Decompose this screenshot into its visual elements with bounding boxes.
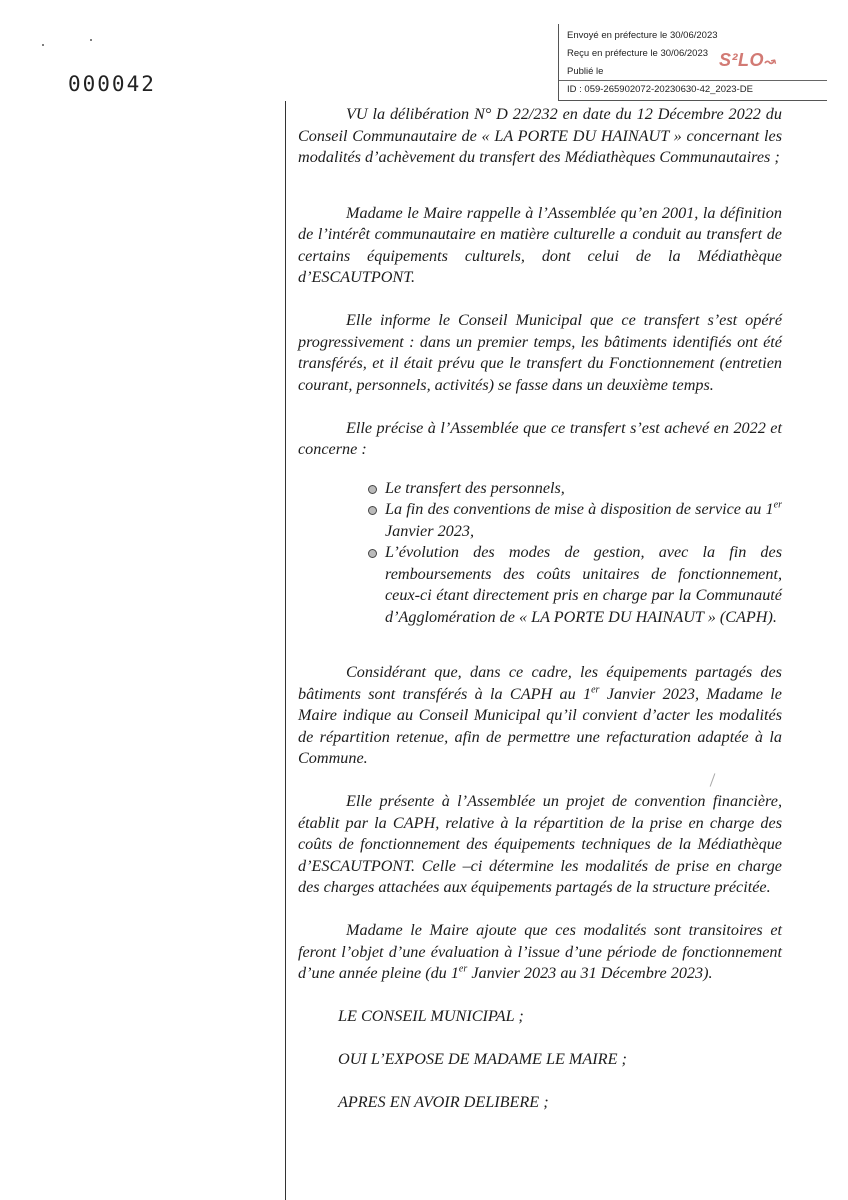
stamp-id: ID : 059-265902072-20230630-42_2023-DE xyxy=(567,84,753,95)
bullet-icon xyxy=(368,549,377,558)
superscript: er xyxy=(773,499,782,511)
stamp-received-date: Reçu en préfecture le 30/06/2023 xyxy=(567,48,709,59)
list-item-text: L’évolution des modes de gestion, avec la fin des remboursements des coûts unitaires de fonctionnement, ceux-ci étant directement pris en charge par la Communauté d’Agglomération de « LA PORTE DU HAINAUT » (CAPH). xyxy=(385,543,782,626)
stamp-sent-date: Envoyé en préfecture le 30/06/2023 xyxy=(567,30,718,41)
list-item xyxy=(385,542,782,628)
paragraph-text: Madame le Maire ajoute que ces modalités sont transitoires et feront l’objet d’une évaluation à l’issue d’une période de fonctionnement d’une année pleine (du 1 xyxy=(298,921,782,982)
stamp-divider xyxy=(559,80,827,81)
decision-council: LE CONSEIL MUNICIPAL ; xyxy=(338,1007,524,1025)
transfer-list xyxy=(298,478,782,629)
page-number: 000042 xyxy=(68,72,156,96)
scan-speck xyxy=(42,44,44,46)
decision-expose: OUI L’EXPOSE DE MADAME LE MAIRE ; xyxy=(338,1050,627,1068)
paragraph-vu: VU la délibération N° D 22/232 en date du 12 Décembre 2022 du Conseil Communautaire de « LA PORTE DU HAINAUT » concernant les modalités d’achèvement du transfert des Médiathèques Communautaires ; xyxy=(298,105,782,166)
stamp-published: Publié le xyxy=(567,66,604,77)
margin-line xyxy=(285,101,286,1200)
paragraph-considerant xyxy=(298,662,782,770)
paragraph-informe: Elle informe le Conseil Municipal que ce transfert s’est opéré progressivement : dans un premier temps, les bâtiments identifiés ont été transférés, et il était prévu que le transfert du Fonctionnement (entretien courant, personnels, activités) se fasse dans un deuxième temps. xyxy=(298,311,782,394)
superscript: er xyxy=(591,684,600,696)
swoosh-icon: ↝ xyxy=(762,51,778,71)
paragraph-text: Janvier 2023, Madame le Maire indique au Conseil Municipal qu’il convient d’acter les modalités de répartition retenue, afin de permettre une refacturation adaptée à la Commune. xyxy=(298,684,782,767)
bullet-icon xyxy=(368,485,377,494)
paragraph-text: Janvier 2023 au 31 Décembre 2023). xyxy=(467,964,713,982)
paragraph-rappel: Madame le Maire rappelle à l’Assemblée qu’en 2001, la définition de l’intérêt communautaire en matière culturelle a conduit au transfert de certains équipements culturels, dont celui de la Médiathèque d’ESCAUTPONT. xyxy=(298,203,782,286)
list-item-text: Le transfert des personnels, xyxy=(385,478,565,497)
list-item-text: Janvier 2023, xyxy=(385,521,475,540)
paragraph-transitoire xyxy=(298,920,782,985)
s2lo-logo xyxy=(719,50,776,71)
decision-delibere: APRES EN AVOIR DELIBERE ; xyxy=(338,1093,549,1111)
deliberation-body xyxy=(298,104,782,1135)
list-item xyxy=(385,478,782,500)
s2lo-logo-text: S²LO xyxy=(719,50,764,70)
paragraph-precise: Elle précise à l’Assemblée que ce transfert s’est achevé en 2022 et concerne : xyxy=(298,418,782,458)
prefecture-stamp xyxy=(558,24,827,101)
paragraph-text: Considérant que, dans ce cadre, les équipements partagés des bâtiments sont transférés à la CAPH au 1 xyxy=(298,663,782,703)
paragraph-convention: Elle présente à l’Assemblée un projet de convention financière, établit par la CAPH, relative à la répartition de la prise en charge des coûts de fonctionnement des équipements techniques de la Médiathèque d’ESCAUTPONT. Celle –ci détermine les modalités de prise en charge des charges attachées aux équipements partagés de la structure précitée. xyxy=(298,792,782,896)
list-item-text: La fin des conventions de mise à disposition de service au 1 xyxy=(385,500,774,518)
superscript: er xyxy=(458,963,468,975)
list-item xyxy=(385,499,782,542)
bullet-icon xyxy=(368,506,377,515)
scan-speck xyxy=(90,39,92,41)
